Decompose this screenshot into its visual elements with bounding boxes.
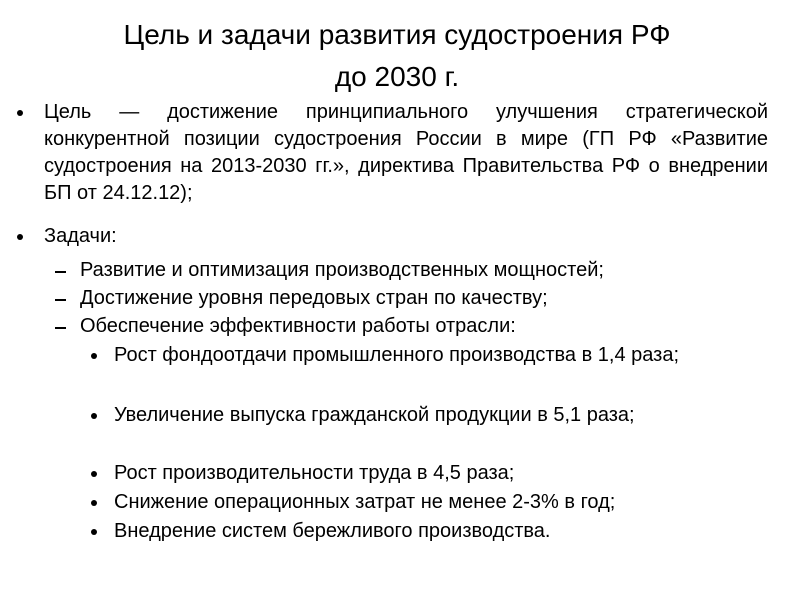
subtask-item <box>114 489 774 516</box>
bullet-icon <box>91 413 97 419</box>
tasks-label: Задачи: <box>44 225 117 247</box>
subtask-item-text: Рост производительности труда в 4,5 раза; <box>114 462 515 484</box>
task-item-text: Достижение уровня передовых стран по качеству; <box>80 287 548 309</box>
subtask-item-text: Увеличение выпуска гражданской продукции в 5,1 раза; <box>114 404 635 426</box>
dash-icon <box>55 271 66 273</box>
slide-title-line-2: до 2030 г. <box>334 61 460 92</box>
task-item <box>80 257 770 284</box>
subtask-item <box>114 460 774 487</box>
slide-title-line-1: Цель и задачи развития судостроения РФ <box>123 19 671 50</box>
bullet-icon <box>91 471 97 477</box>
tasks-list-item <box>44 223 768 250</box>
bullet-icon <box>91 529 97 535</box>
subtask-item-text: Снижение операционных затрат не менее 2-3% в год; <box>114 491 616 513</box>
subtask-item <box>114 342 754 369</box>
subtask-item-text: Внедрение систем бережливого производства. <box>114 520 551 542</box>
subtask-item <box>114 402 734 429</box>
subtask-item <box>114 518 774 545</box>
goal-list-item <box>44 99 768 207</box>
subtask-item-text: Рост фондоотдачи промышленного производства в 1,4 раза; <box>114 344 680 366</box>
goal-text: Цель — достижение принципиального улучшения стратегической конкурентной позиции судостроения России в мире (ГП РФ «Развитие судостроения на 2013-2030 гг.», директива Правительства РФ о внедрении БП от 24.12.12); <box>44 101 768 204</box>
bullet-icon <box>17 110 23 116</box>
bullet-icon <box>91 500 97 506</box>
task-item-text: Обеспечение эффективности работы отрасли: <box>80 315 516 337</box>
task-item <box>80 285 770 312</box>
task-item <box>80 313 770 340</box>
dash-icon <box>55 327 66 329</box>
dash-icon <box>55 299 66 301</box>
bullet-icon <box>17 234 23 240</box>
task-item-text: Развитие и оптимизация производственных мощностей; <box>80 259 604 281</box>
bullet-icon <box>91 353 97 359</box>
